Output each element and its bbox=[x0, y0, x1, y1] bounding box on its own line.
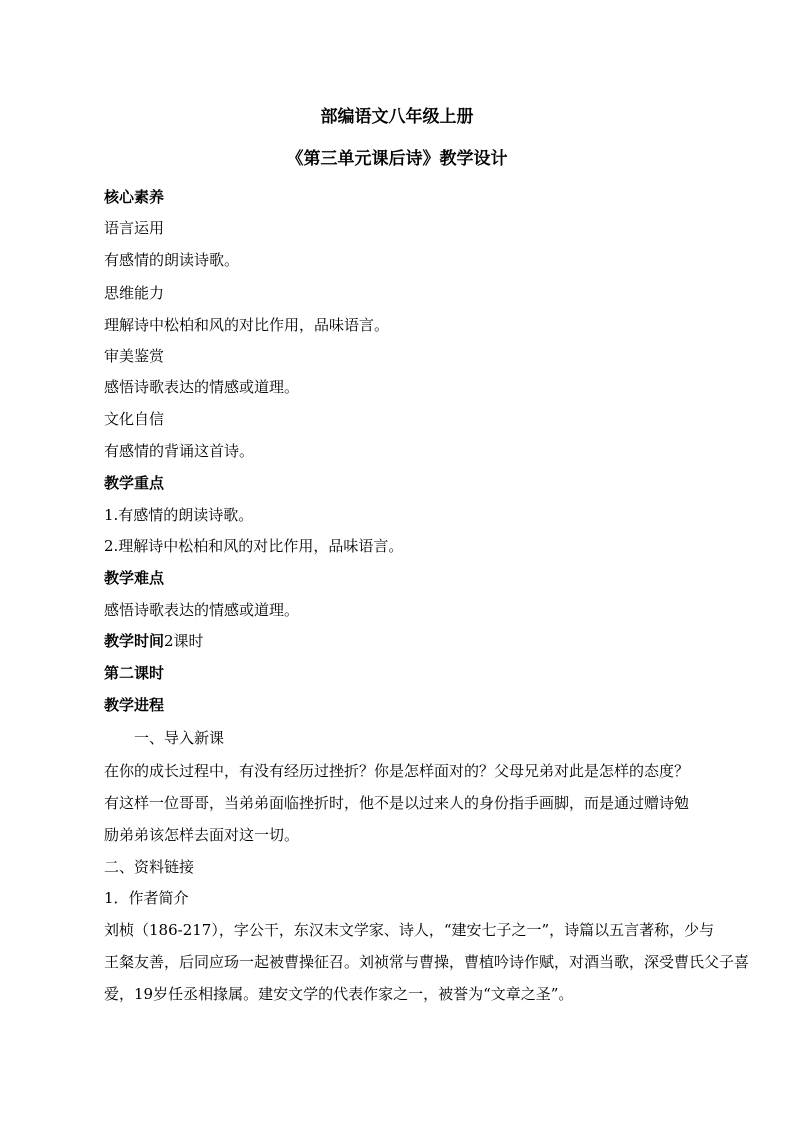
intro-paragraph-2-line-2: 励弟弟该怎样去面对这一切。 bbox=[104, 826, 300, 844]
label-aesthetic: 审美鉴赏 bbox=[104, 347, 165, 365]
text-aesthetic: 感悟诗歌表达的情感或道理。 bbox=[104, 378, 300, 396]
author-paragraph-line-1: 刘桢（186-217），字公干，东汉末文学家、诗人，“建安七子之一”，诗篇以五言著称，少与 bbox=[104, 921, 715, 939]
label-culture: 文化自信 bbox=[104, 410, 165, 428]
teaching-time bbox=[104, 631, 204, 651]
text-thinking: 理解诗中松柏和风的对比作用，品味语言。 bbox=[104, 316, 390, 334]
step-1-heading: 一、导入新课 bbox=[134, 729, 225, 747]
text-difficulty: 感悟诗歌表达的情感或道理。 bbox=[104, 601, 300, 619]
label-thinking: 思维能力 bbox=[104, 284, 165, 302]
step-2-heading: 二、资料链接 bbox=[104, 858, 195, 876]
intro-paragraph-1: 在你的成长过程中，有没有经历过挫折？你是怎样面对的？父母兄弟对此是怎样的态度？ bbox=[104, 762, 690, 780]
heading-time: 教学时间 bbox=[104, 632, 165, 650]
sub-heading-author: 1．作者简介 bbox=[104, 889, 189, 907]
time-value: 2课时 bbox=[164, 632, 204, 650]
document-title: 部编语文八年级上册 bbox=[320, 107, 474, 127]
focus-item-1: 1.有感情的朗读诗歌。 bbox=[104, 506, 254, 524]
text-language-use: 有感情的朗读诗歌。 bbox=[104, 251, 240, 269]
heading-process: 教学进程 bbox=[104, 696, 165, 714]
heading-focus: 教学重点 bbox=[104, 474, 165, 492]
heading-core-literacy: 核心素养 bbox=[104, 188, 165, 206]
author-paragraph-line-2: 王粲友善，后同应玚一起被曹操征召。刘祯常与曹操，曹植吟诗作赋，对酒当歌，深受曹氏父子喜 bbox=[104, 953, 750, 971]
heading-session: 第二课时 bbox=[104, 664, 165, 682]
heading-difficulty: 教学难点 bbox=[104, 569, 165, 587]
document-subtitle: 《第三单元课后诗》教学设计 bbox=[286, 149, 508, 169]
text-culture: 有感情的背诵这首诗。 bbox=[104, 442, 255, 460]
focus-item-2: 2.理解诗中松柏和风的对比作用，品味语言。 bbox=[104, 537, 404, 555]
intro-paragraph-2-line-1: 有这样一位哥哥，当弟弟面临挫折时，他不是以过来人的身份指手画脚，而是通过赠诗勉 bbox=[104, 794, 690, 812]
author-paragraph-line-3: 爱，19岁任丞相掾属。建安文学的代表作家之一，被誉为“文章之圣”。 bbox=[104, 985, 574, 1003]
label-language-use: 语言运用 bbox=[104, 219, 165, 237]
